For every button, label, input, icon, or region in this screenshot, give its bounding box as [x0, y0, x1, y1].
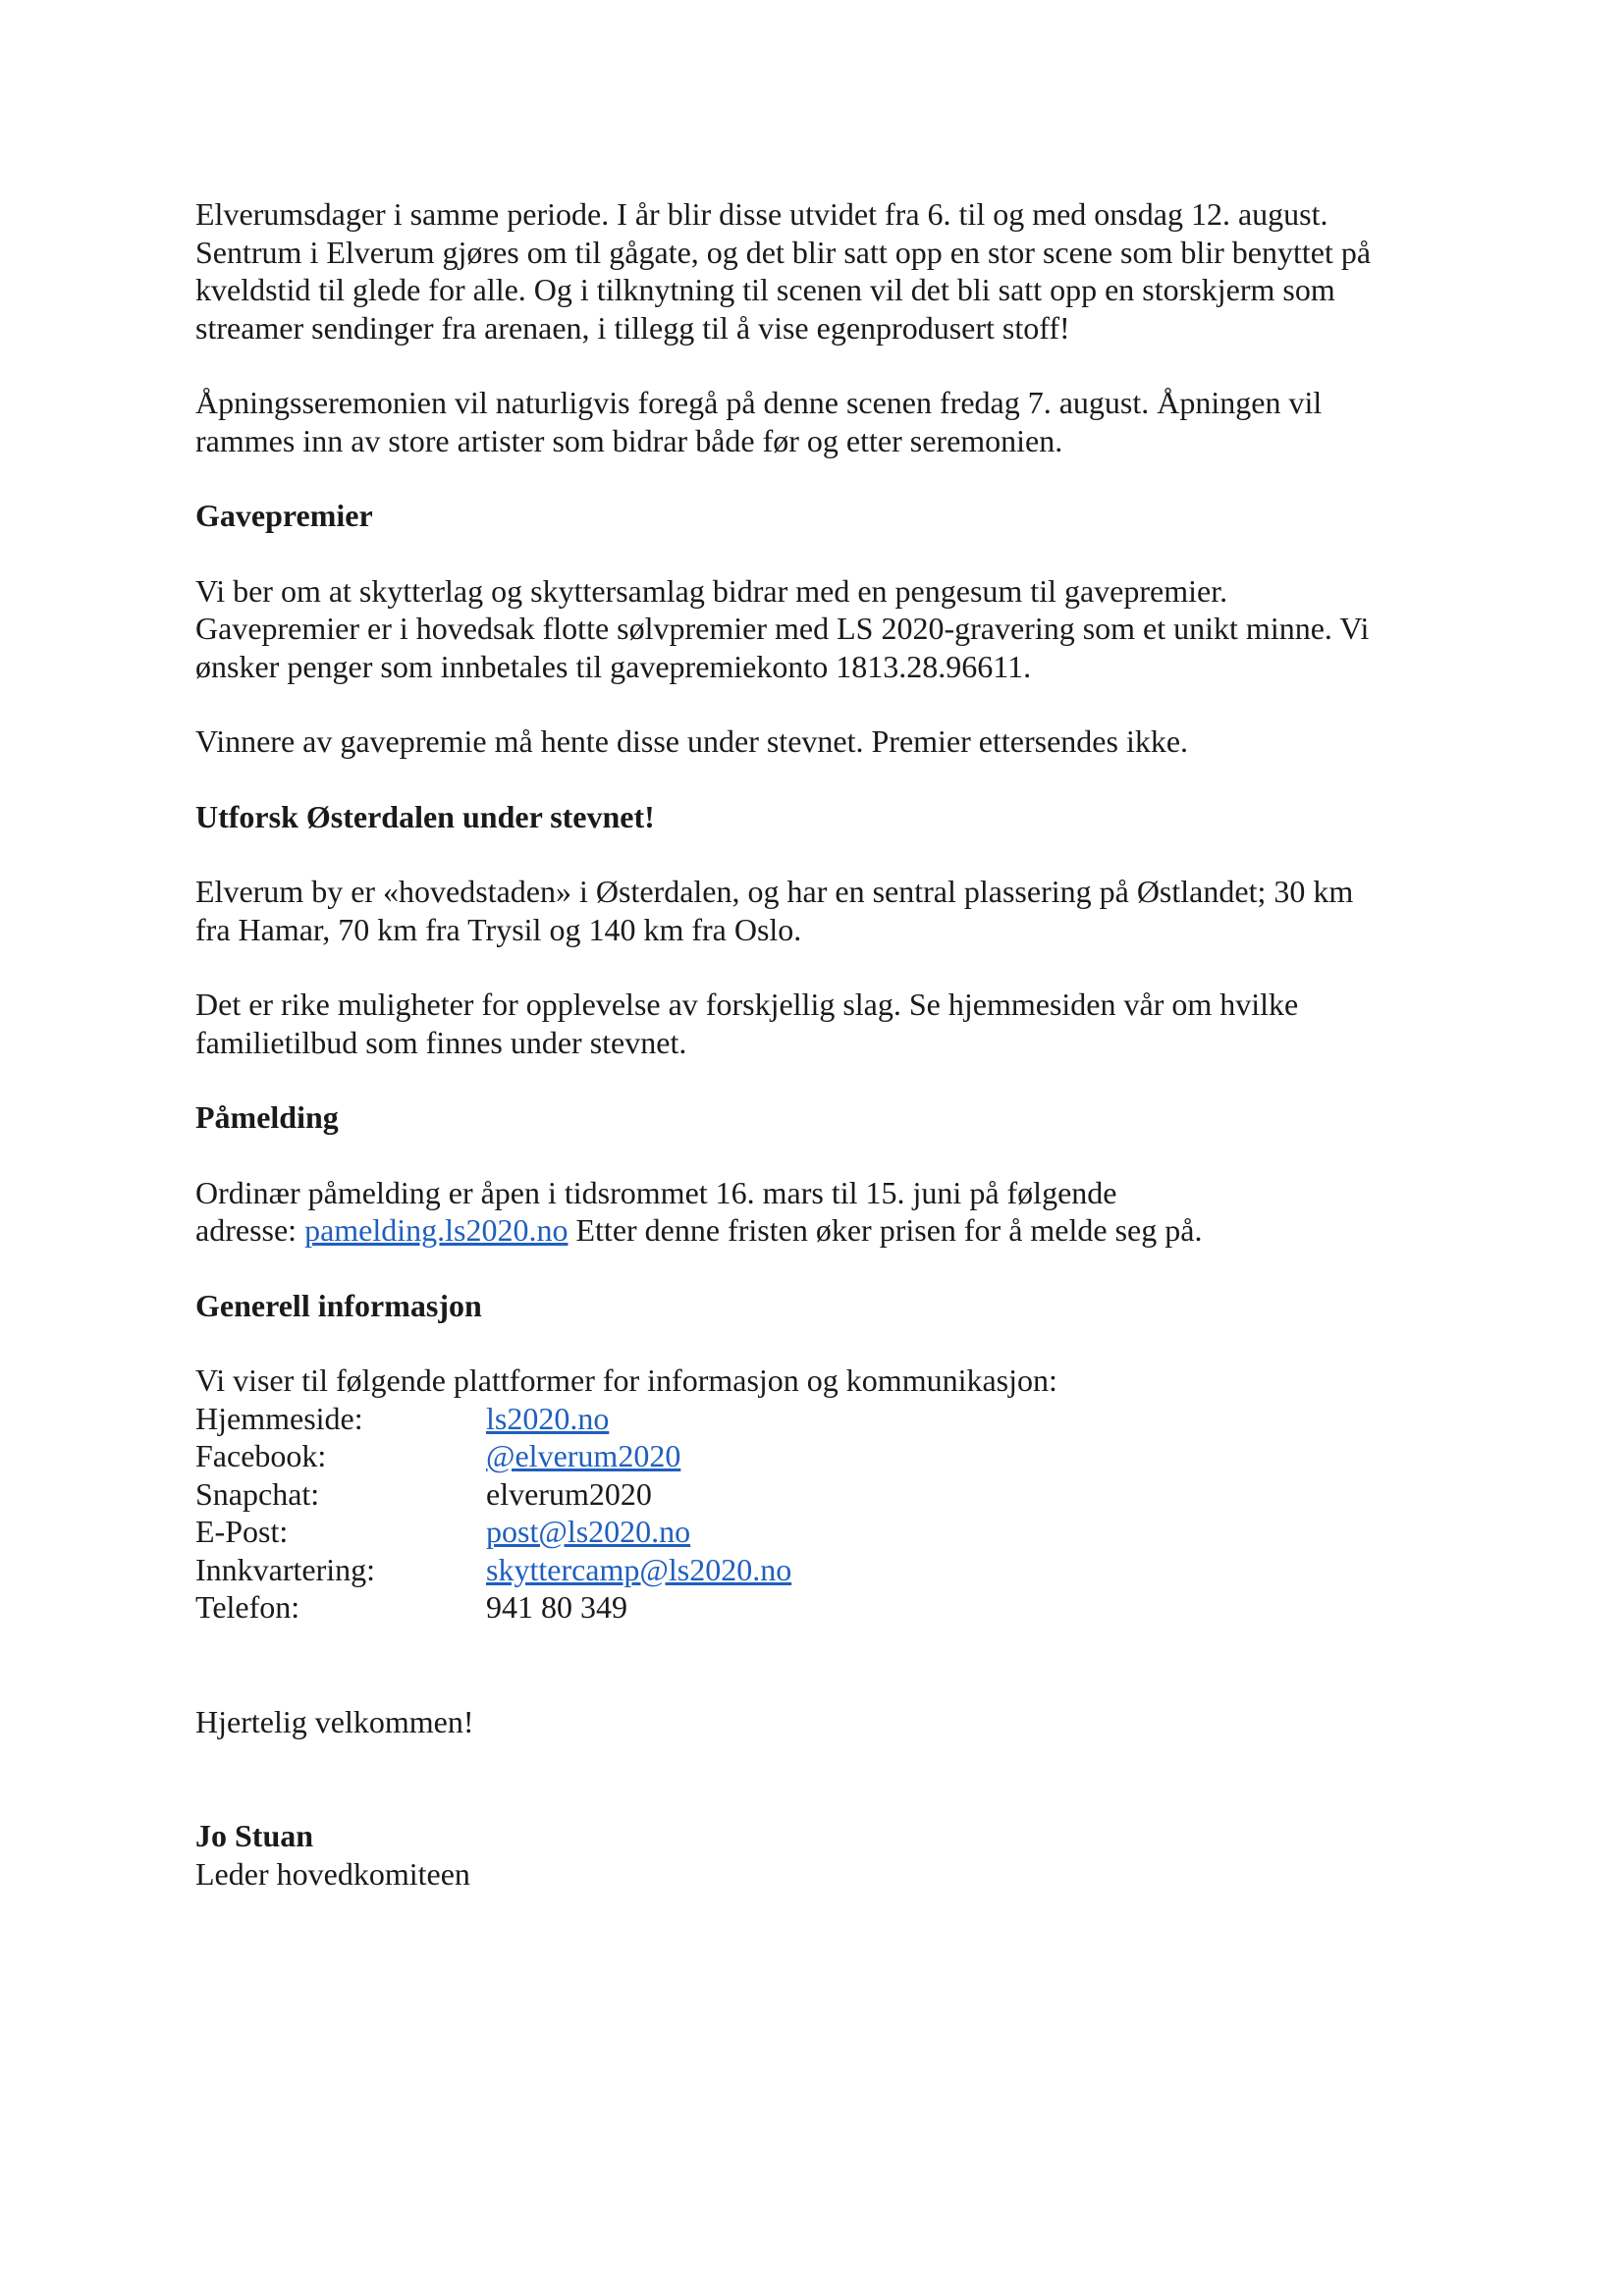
snapchat-handle: elverum2020: [486, 1475, 652, 1512]
contact-row-snapchat: [195, 1475, 1442, 1514]
signer-name: Jo Stuan: [195, 1818, 314, 1853]
contact-label: Hjemmeside:: [195, 1400, 363, 1436]
contact-label: Telefon:: [195, 1589, 300, 1625]
generell-intro: Vi viser til følgende plattformer for informasjon og kommunikasjon:: [195, 1362, 1057, 1398]
utforsk-paragraph-2: [195, 986, 1442, 1061]
accommodation-email-link[interactable]: skyttercamp@ls2020.no: [486, 1551, 792, 1587]
paragraph-line: Vi ber om at skytterlag og skyttersamlag bidrar med en pengesum til gavepremier.: [195, 572, 1228, 609]
facebook-link[interactable]: @elverum2020: [486, 1438, 681, 1473]
contact-label: Innkvartering:: [195, 1551, 376, 1587]
paragraph-line: Det er rike muligheter for opplevelse av forskjellig slag. Se hjemmesiden vår om hvilke: [195, 987, 1299, 1022]
contact-row-hjemmeside: [195, 1400, 1442, 1438]
address-prefix: adresse:: [195, 1212, 305, 1248]
closing-greeting: Hjertelig velkommen!: [195, 1703, 474, 1739]
contact-list: [195, 1400, 1442, 1627]
signer-title: Leder hovedkomiteen: [195, 1855, 470, 1892]
contact-row-epost: [195, 1513, 1442, 1551]
paragraph-line: Gavepremier er i hovedsak flotte sølvpremier med LS 2020-gravering som et unikt minne. Vi: [195, 611, 1370, 646]
section-heading-pamelding: Påmelding: [195, 1099, 339, 1135]
paragraph-line: Ordinær påmelding er åpen i tidsrommet 16. mars til 15. juni på følgende: [195, 1174, 1117, 1210]
paragraph-line: Elverumsdager i samme periode. I år blir disse utvidet fra 6. til og med onsdag 12. august.: [195, 196, 1328, 232]
contact-label: E-Post:: [195, 1514, 289, 1549]
paragraph-line: ønsker penger som innbetales til gavepremiekonto 1813.28.96611.: [195, 648, 1032, 684]
paragraph-line: [195, 1211, 1442, 1250]
paragraph-line: Sentrum i Elverum gjøres om til gågate, og det blir satt opp en stor scene som blir benyttet på: [195, 234, 1372, 270]
utforsk-paragraph-1: [195, 873, 1442, 948]
document-page: [195, 195, 1442, 1893]
contact-row-innkvartering: [195, 1551, 1442, 1589]
paragraph-line: Åpningsseremonien vil naturligvis foregå på denne scenen fredag 7. august. Åpningen vil: [195, 385, 1323, 420]
paragraph-line: streamer sendinger fra arenaen, i tillegg til å vise egenprodusert stoff!: [195, 309, 1070, 346]
paragraph-line: fra Hamar, 70 km fra Trysil og 140 km fra Oslo.: [195, 911, 802, 947]
paragraph-line: Elverum by er «hovedstaden» i Østerdalen, og har en sentral plassering på Østlandet; 30 km: [195, 874, 1354, 909]
registration-link[interactable]: pamelding.ls2020.no: [304, 1212, 568, 1248]
paragraph-line: rammes inn av store artister som bidrar både før og etter seremonien.: [195, 422, 1063, 458]
contact-label: Facebook:: [195, 1438, 327, 1473]
paragraph-line: familietilbud som finnes under stevnet.: [195, 1024, 687, 1060]
opening-paragraph: [195, 384, 1442, 459]
paragraph-line: kveldstid til glede for alle. Og i tilknytning til scenen vil det bli satt opp en storskjerm som: [195, 272, 1335, 307]
contact-row-facebook: [195, 1437, 1442, 1475]
section-heading-generell: Generell informasjon: [195, 1287, 482, 1323]
address-suffix: Etter denne fristen øker prisen for å melde seg på.: [568, 1212, 1203, 1248]
section-heading-utforsk: Utforsk Østerdalen under stevnet!: [195, 798, 655, 834]
website-link[interactable]: ls2020.no: [486, 1400, 610, 1436]
contact-row-telefon: [195, 1588, 1442, 1627]
gavepremier-paragraph: [195, 572, 1442, 686]
phone-number: 941 80 349: [486, 1589, 627, 1625]
gavepremier-note: Vinnere av gavepremie må hente disse under stevnet. Premier ettersendes ikke.: [195, 723, 1189, 759]
email-link[interactable]: post@ls2020.no: [486, 1514, 691, 1549]
contact-label: Snapchat:: [195, 1475, 320, 1512]
pamelding-paragraph: [195, 1174, 1442, 1250]
intro-paragraph: [195, 195, 1442, 347]
section-heading-gavepremier: Gavepremier: [195, 498, 373, 533]
